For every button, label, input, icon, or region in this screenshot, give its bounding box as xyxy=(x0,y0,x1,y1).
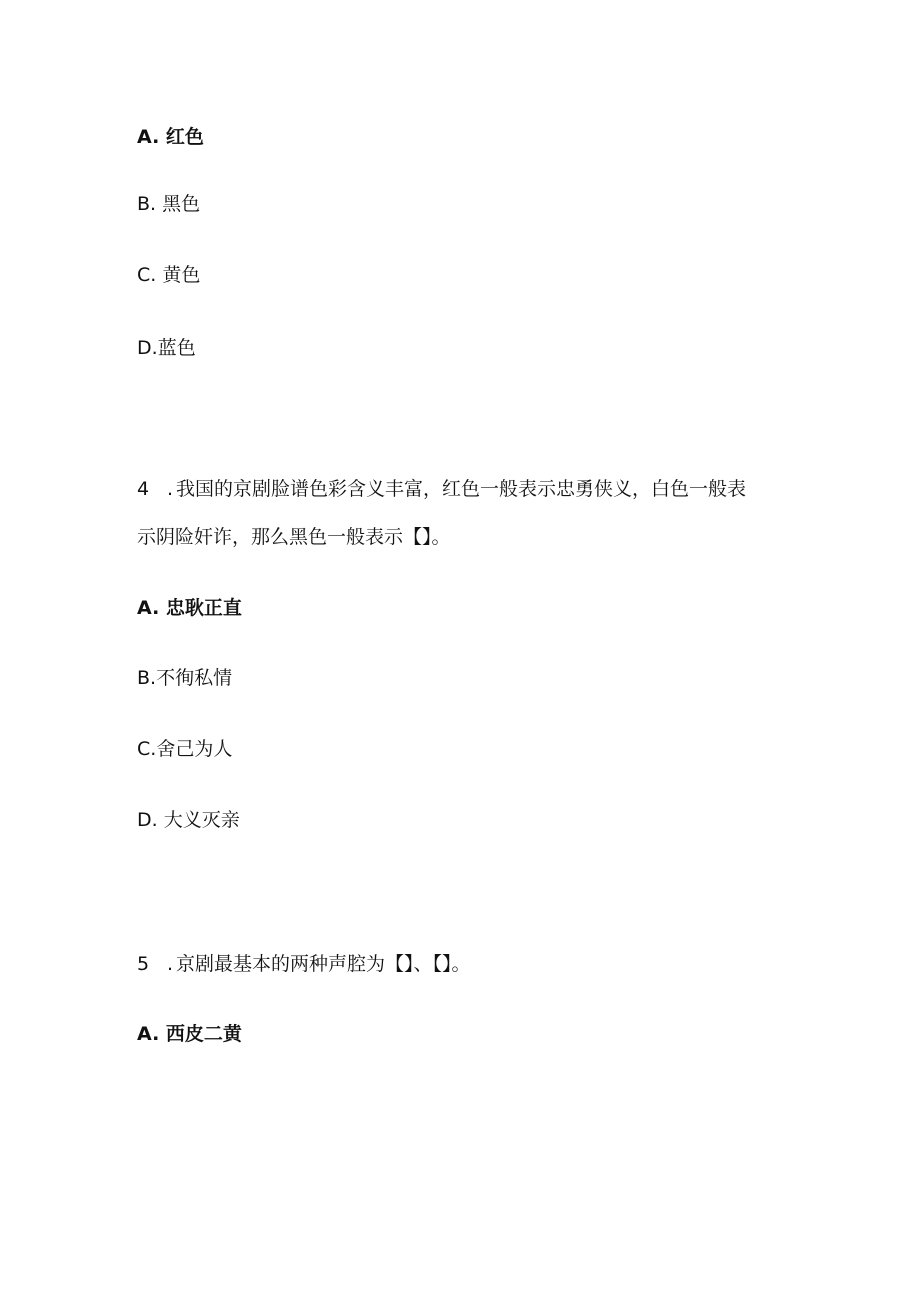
q4-option-a: A. 忠耿正直 xyxy=(137,597,242,619)
q3-option-a: A. 红色 xyxy=(137,126,204,148)
q4-question-line-2 xyxy=(137,524,451,550)
q3-option-c: C. 黄色 xyxy=(137,264,201,286)
q3-option-b: B. 黑色 xyxy=(137,193,201,215)
q3-option-d: D.蓝色 xyxy=(137,337,196,359)
q4-text-line-1: 我国的京剧脸谱色彩含义丰富，红色一般表示忠勇侠义，白色一般表 xyxy=(176,478,747,500)
q5-option-a: A. 西皮二黄 xyxy=(137,1023,242,1045)
q4-text-line-2: 示阴险奸诈，那么黑色一般表示【】。 xyxy=(137,526,451,548)
q4-number: 4 xyxy=(137,478,150,500)
q4-option-b: B.不徇私情 xyxy=(137,667,233,689)
q4-question-line-1 xyxy=(137,476,746,502)
q5-text-line-1: 京剧最基本的两种声腔为【】、【】。 xyxy=(176,953,471,975)
q4-dot: . xyxy=(167,478,174,500)
q5-dot: . xyxy=(167,953,174,975)
q4-option-d: D. 大义灭亲 xyxy=(137,809,240,831)
q5-number: 5 xyxy=(137,953,150,975)
q4-option-c: C.舍己为人 xyxy=(137,738,233,760)
q5-question-line-1 xyxy=(137,951,471,977)
